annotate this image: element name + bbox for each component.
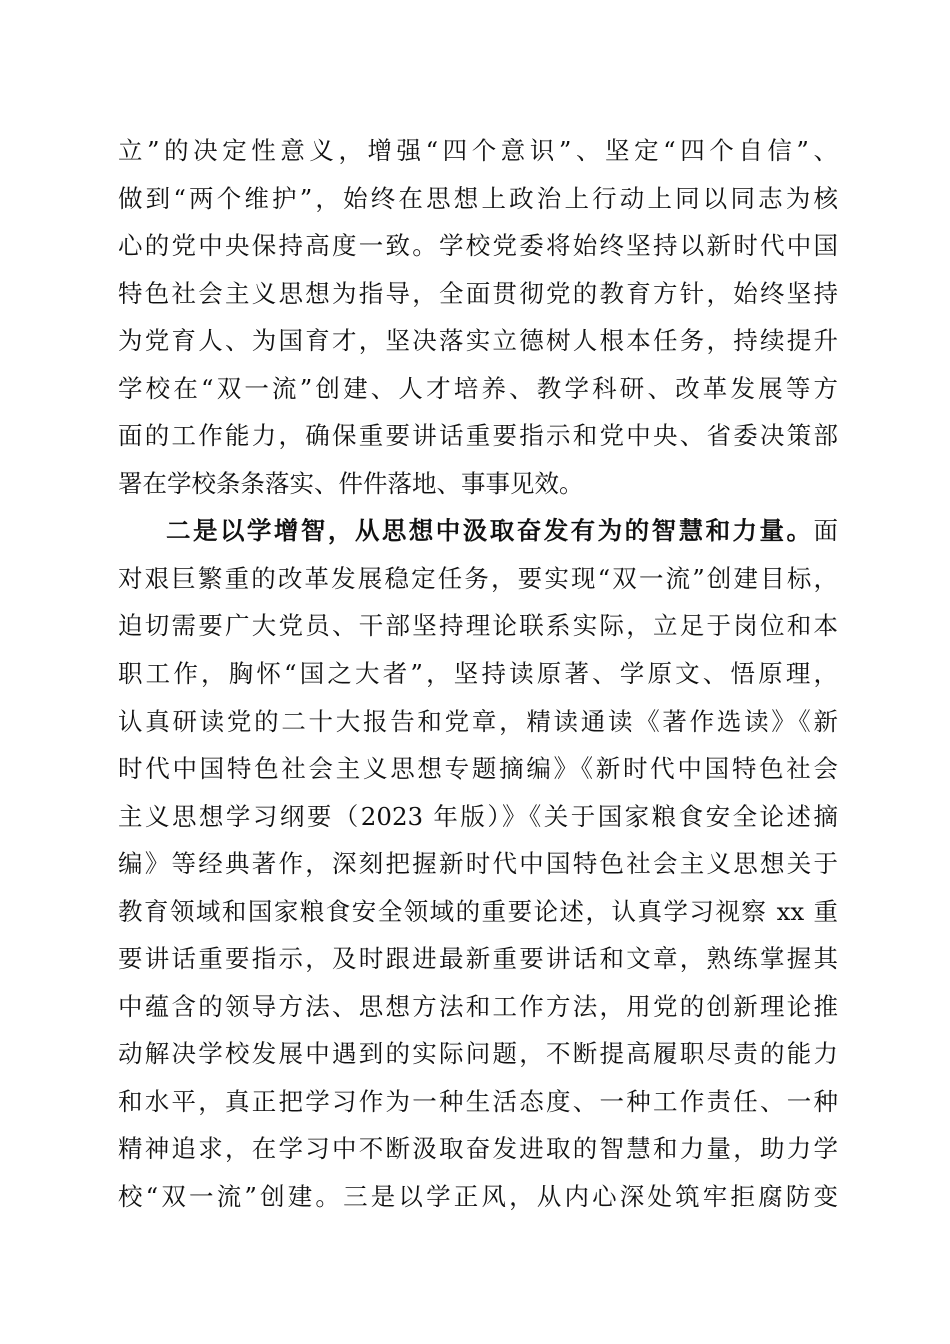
text-line: 为党育人、为国育才，坚决落实立德树人根本任务，持续提升: [118, 326, 838, 356]
text-line: 迫切需要广大党员、干部坚持理论联系实际，立足于岗位和本: [118, 611, 838, 641]
text-run: 面: [813, 516, 838, 546]
paragraph-1: [118, 127, 838, 507]
text-line: 编》等经典著作，深刻把握新时代中国特色社会主义思想关于: [118, 849, 838, 879]
text-line: 学校在“双一流”创建、人才培养、教学科研、改革发展等方: [118, 373, 838, 403]
paragraph-heading: 二是以学增智，从思想中汲取奋发有为的智慧和力量。: [166, 516, 814, 546]
text-line: 特色社会主义思想为指导，全面贯彻党的教育方针，始终坚持: [118, 278, 838, 308]
text-line: 动解决学校发展中遇到的实际问题，不断提高履职尽责的能力: [118, 1039, 838, 1069]
text-line: 教育领域和国家粮食安全领域的重要论述，认真学习视察 xx 重: [118, 896, 838, 926]
text-line: 立”的决定性意义，增强“四个意识”、坚定“四个自信”、: [118, 136, 838, 165]
text-line: 对艰巨繁重的改革发展稳定任务，要实现“双一流”创建目标，: [118, 563, 838, 593]
text-line: 主义思想学习纲要（2023 年版）》《关于国家粮食安全论述摘: [118, 801, 838, 831]
text-line: 职工作，胸怀“国之大者”，坚持读原著、学原文、悟原理，: [118, 659, 838, 689]
text-line: 要讲话重要指示，及时跟进最新重要讲话和文章，熟练掌握其: [118, 944, 838, 974]
document-body: [118, 127, 838, 1221]
text-line: 面的工作能力，确保重要讲话重要指示和党中央、省委决策部: [118, 421, 838, 451]
paragraph-2: [118, 507, 838, 1220]
text-line: 精神追求，在学习中不断汲取奋发进取的智慧和力量，助力学: [118, 1134, 838, 1164]
text-line: 时代中国特色社会主义思想专题摘编》《新时代中国特色社会: [118, 754, 838, 784]
text-line: 中蕴含的领导方法、思想方法和工作方法，用党的创新理论推: [118, 991, 838, 1021]
paragraph-first-line: [118, 507, 838, 555]
text-line: 认真研读党的二十大报告和党章，精读通读《著作选读》《新: [118, 706, 838, 736]
text-line: 做到“两个维护”，始终在思想上政治上行动上同以同志为核: [118, 183, 838, 213]
text-line: 校“双一流”创建。三是以学正风，从内心深处筑牢拒腐防变: [118, 1182, 838, 1212]
text-line: 署在学校条条落实、件件落地、事事见效。: [118, 468, 584, 498]
text-line: 和水平，真正把学习作为一种生活态度、一种工作责任、一种: [118, 1086, 838, 1116]
text-line: 心的党中央保持高度一致。学校党委将始终坚持以新时代中国: [118, 231, 838, 261]
